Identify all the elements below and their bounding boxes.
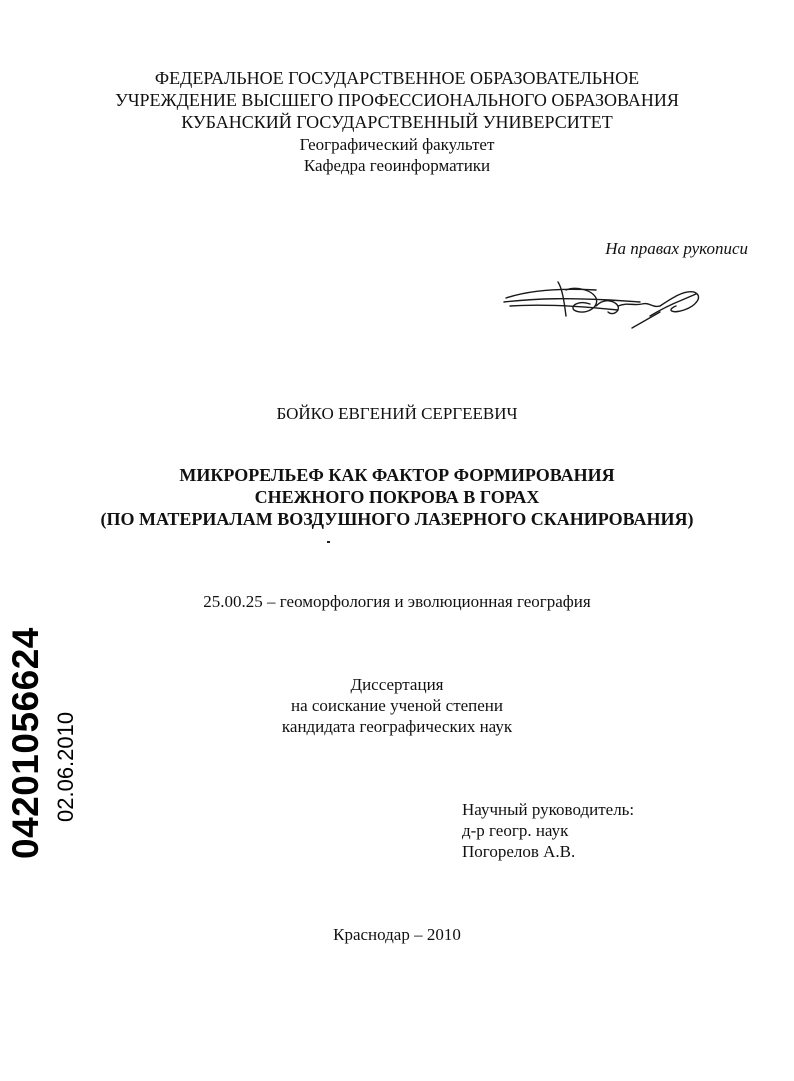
stamp-date: 02.06.2010 [53,711,78,822]
title-line-2: СНЕЖНОГО ПОКРОВА В ГОРАХ [254,487,540,507]
title-line-1: МИКРОРЕЛЬЕФ КАК ФАКТОР ФОРМИРОВАНИЯ [179,465,615,485]
author-name: БОЙКО ЕВГЕНИЙ СЕРГЕЕВИЧ [276,404,518,423]
city-year: Краснодар – 2010 [333,925,461,944]
department-name: Кафедра геоинформатики [303,156,491,175]
stray-mark [327,541,330,543]
advisor-degree: д-р геогр. наук [462,821,569,840]
degree-name: кандидата географических наук [281,717,513,736]
institution-line-2: УЧРЕЖДЕНИЕ ВЫСШЕГО ПРОФЕССИОНАЛЬНОГО ОБРАЗОВАНИЯ [115,90,679,110]
manuscript-rights-note: На правах рукописи [605,239,748,258]
degree-purpose: на соискание ученой степени [290,696,504,715]
stamp-registration-number: 04201056624 [5,627,46,859]
specialty-code: 25.00.25 – геоморфология и эволюционная география [203,592,591,611]
institution-line-3: КУБАНСКИЙ ГОСУДАРСТВЕННЫЙ УНИВЕРСИТЕТ [181,112,613,132]
institution-line-1: ФЕДЕРАЛЬНОЕ ГОСУДАРСТВЕННОЕ ОБРАЗОВАТЕЛЬНОЕ [154,68,640,88]
advisor-label: Научный руководитель: [462,800,635,819]
faculty-name: Географический факультет [299,135,495,154]
title-line-3: (ПО МАТЕРИАЛАМ ВОЗДУШНОГО ЛАЗЕРНОГО СКАНИРОВАНИЯ) [100,509,694,529]
dissertation-label: Диссертация [350,675,444,694]
advisor-name: Погорелов А.В. [462,842,576,861]
signature-image [500,276,710,334]
